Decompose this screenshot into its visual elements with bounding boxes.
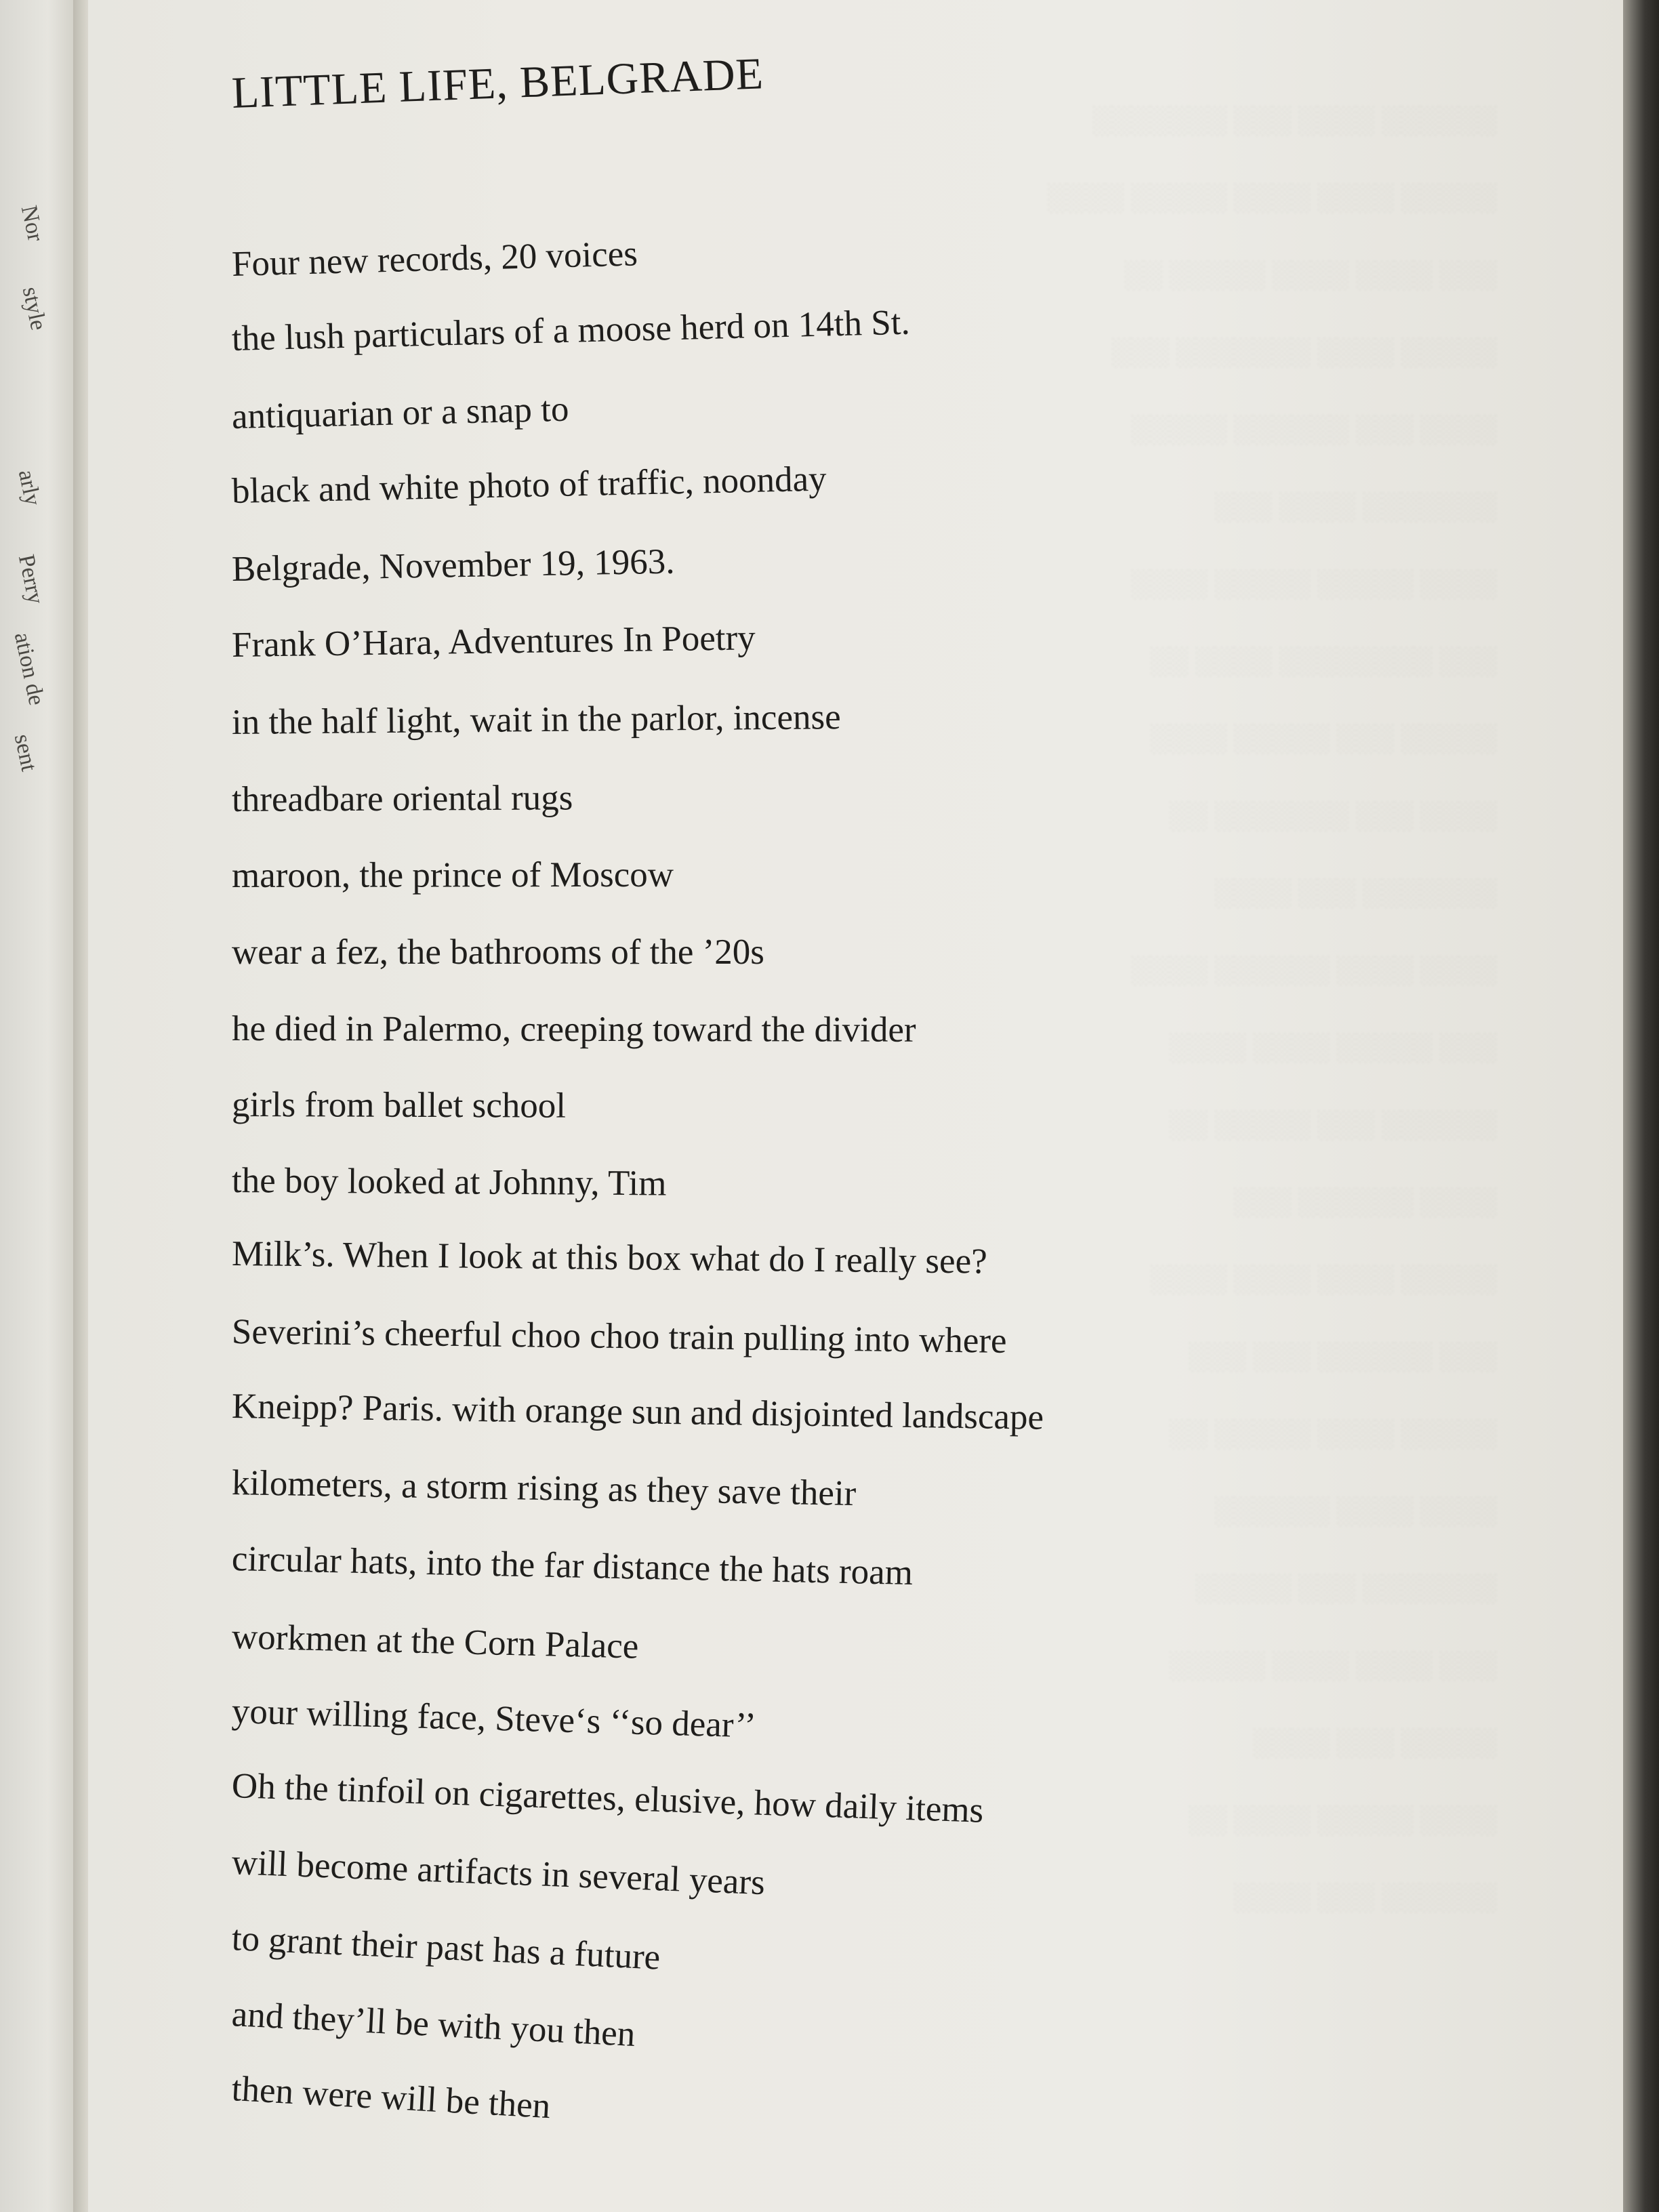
page-edge-shadow — [1623, 0, 1659, 2212]
poem-line: black and white photo of traffic, noonday — [231, 459, 827, 511]
poem-line: Milk’s. When I look at this box what do I really see? — [231, 1234, 987, 1282]
poem-line: and they’ll be with you then — [230, 1994, 636, 2055]
poem-line: then were will be then — [230, 2069, 552, 2127]
poem-line: he died in Palermo, creeping toward the divider — [231, 1009, 916, 1050]
poem-line: kilometers, a storm rising as they save their — [231, 1463, 857, 1514]
poem-line: in the half light, wait in the parlor, incense — [231, 697, 841, 742]
margin-fragment: arly — [13, 468, 45, 508]
poem-line: will become artifacts in several years — [230, 1843, 766, 1903]
poem-line: antiquarian or a snap to — [231, 389, 569, 436]
poem-line: your willing face, Steve‘s ‘‘so dear’’ — [231, 1692, 757, 1746]
show-through-text: ░░░░░░ ░░░░ ░░░ ░░░░░░░ ░░░░░ ░░░░ ░░░░ ░░░░░ ░░░░ ░░░ ░░░░ ░░░░ ░░░░░ ░░ ░░░░░ ░░░░ ░░░░░░░ ░░░ ░░░░ ░░░ ░░░░░░ ░░░░░ ░░░░░░░ ░░░░ ░░░ ░░░░ ░░░░░ ░░░░░ ░░░░ ░░░ ░░░░░░░░ ░░░░ ░░ ░░░░░ ░░░ ░░░░░ ░░░░ ░░░░ ░░░ ░░░░░░░ ░░ ░░░░░░░ ░░░ ░░░░ ░░░░ ░░░░ ░░░░░░ ░░░░ ░░░ ░░░░░ ░░░░ ░░░░ ░░░░░░ ░░░ ░░░░░ ░░ ░░░░ ░░░░░░ ░░░ ░░░░░ ░░░░ ░░░░ ░░░░ ░░░ ░░░░░░ ░░░ ░░░ ░░░░░ ░░░░ ░░░░░ ░░ ░░░░ ░░░░ ░░░░░░ ░░░░░░░ ░░░ ░░░░░ ░░░ ░░░░ ░░░░ ░░░░░ ░░░░░ ░░░ ░░░░ ░░░░ ░░░░░ ░░░░ ░░ ░░░░░░ ░░░ ░░░░ — [1048, 104, 1498, 1912]
poem-line: Frank O’Hara, Adventures In Poetry — [231, 618, 756, 665]
poem-line: Kneipp? Paris. with orange sun and disjointed landscape — [231, 1387, 1044, 1437]
book-page — [88, 0, 1626, 2212]
poem-line: to grant their past has a future — [230, 1919, 661, 1978]
poem-line: wear a fez, the bathrooms of the ’20s — [232, 933, 764, 972]
poem-line: Belgrade, November 19, 1963. — [231, 541, 675, 589]
margin-fragment: style — [17, 285, 52, 333]
margin-fragment: ation de — [9, 630, 49, 708]
margin-fragment: sent — [9, 732, 42, 774]
poem-line: maroon, the prince of Moscow — [231, 855, 674, 895]
poem-line: the boy looked at Johnny, Tim — [231, 1161, 667, 1204]
poem-line: Four new records, 20 voices — [231, 234, 638, 284]
facing-page-text-fragments — [0, 0, 80, 2212]
poem-line: workmen at the Corn Palace — [231, 1617, 639, 1666]
margin-fragment: Nor — [16, 203, 48, 244]
margin-fragment: Perry — [13, 552, 49, 607]
poem-line: the lush particulars of a moose herd on 14th St. — [231, 302, 911, 359]
poem-line: Severini’s cheerful choo choo train pulling into where — [231, 1312, 1007, 1361]
poem-line: girls from ballet school — [231, 1085, 567, 1126]
poem-line: Oh the tinfoil on cigarettes, elusive, how daily items — [231, 1766, 985, 1830]
poem-title: LITTLE LIFE, BELGRADE — [230, 49, 765, 118]
poem-line: threadbare oriental rugs — [231, 778, 573, 819]
poem-line: circular hats, into the far distance the hats roam — [231, 1539, 914, 1593]
